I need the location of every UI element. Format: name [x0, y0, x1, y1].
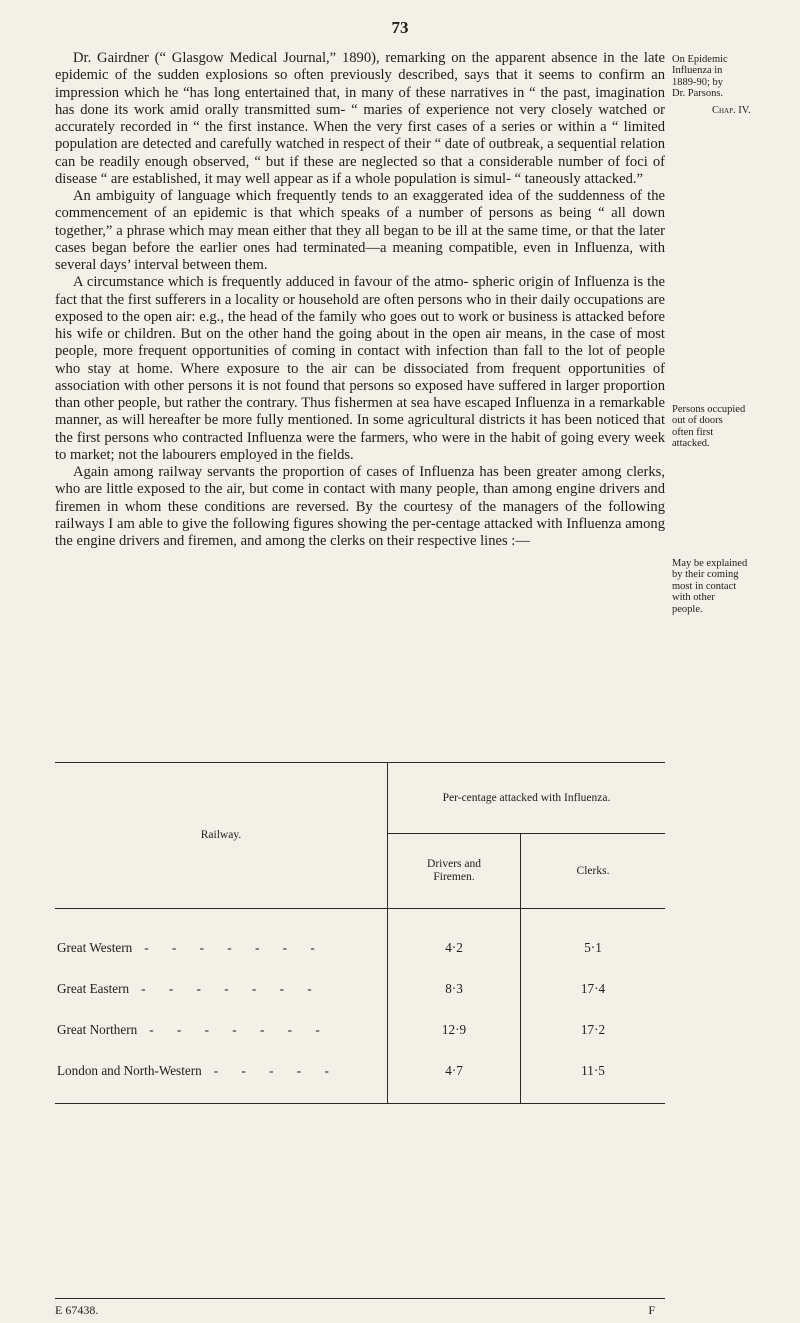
sheet-letter: F	[648, 1303, 655, 1317]
margin-note-line: attacked.	[672, 438, 710, 450]
margin-note-line: Persons occupied	[672, 404, 746, 415]
header-drivers	[388, 834, 521, 909]
body-text	[55, 50, 665, 550]
table-row	[55, 909, 665, 969]
margin-note-line: by their coming	[672, 569, 739, 581]
railway-name: Great Western	[57, 939, 133, 955]
clerks-cell: 17·4	[521, 968, 666, 1009]
margin-note-line: Dr. Parsons.	[672, 88, 724, 100]
clerks-cell: 11·5	[521, 1050, 666, 1104]
margin-note-line: Influenza in	[672, 65, 723, 77]
margin-note-source	[672, 54, 794, 100]
signature-mark: E 67438.	[55, 1303, 99, 1317]
leader-dots: - - - - - - -	[144, 939, 325, 955]
header-percentage-label: Per-centage attacked with Influenza.	[442, 791, 611, 804]
margin-note-line: most in contact	[672, 580, 737, 592]
margin-note-outdoors	[672, 404, 794, 450]
header-railway: Railway.	[200, 829, 242, 841]
table-row	[55, 1009, 665, 1050]
railway-cell	[55, 909, 388, 969]
paragraph-gairdner: Dr. Gairdner (“ Glasgow Medical Journal,” 1890), remarking on the apparent absence in the late epidemic of the sudden explosions so often previously described, says that it seems to confirm an impression which he “has long entertained that, in many of these narratives in “ the past, imagination has done its work amid orally transmitted sum- “ maries of experience not very closely watched or accurately recorded in “ the first instance. When the very first cases of a series or within a “ limited population are detected and carefully watched in respect of their “ date of outbreak, a sequential relation can be readily enough observed, “ but if these are neglected so that a considerable number of foci of disease “ are established, it may well appear as if a whole population is simul- “ taneously attacked.”	[55, 50, 665, 187]
railway-name: Great Northern	[57, 1021, 138, 1037]
leader-dots: - - - - - - -	[141, 980, 322, 996]
table-row	[55, 968, 665, 1009]
leader-dots: - - - - -	[213, 1062, 339, 1078]
margin-note-line: May be explained	[672, 558, 748, 569]
railway-name: Great Eastern	[57, 980, 130, 996]
header-drivers-label: Drivers and Firemen.	[427, 858, 481, 883]
margin-note-line: people.	[672, 603, 703, 615]
railway-cell	[55, 968, 388, 1009]
railway-cell	[55, 1009, 388, 1050]
table-row	[55, 1050, 665, 1104]
margin-chapter	[712, 105, 800, 116]
header-clerks: Clerks.	[521, 834, 666, 909]
railway-name: London and North-Western	[57, 1062, 202, 1078]
paragraph-open-air: A circumstance which is frequently adduced in favour of the atmo- spheric origin of Influenza is the fact that the first sufferers in a locality or household are often persons who in their daily occupations are exposed to the open air: e.g., the head of the family who goes out to work or business is attacked before his wife or children. But on the other hand the going about in the open air means, in the case of most people, more frequent opportunities of coming in contact with infection than fall to the lot of people who stay at home. Where exposure to the air can be dissociated from frequent opportunities of association with other persons it is not found that persons so exposed have suffered in larger proportion than other people, but rather the contrary. Thus fishermen at sea have escaped Influenza in a remarkable manner, as will hereafter be more fully mentioned. In some agricultural districts it has been noticed that the first persons who contracted Influenza were the farmers, who were in the habit of going every week to market; not the labourers employed in the fields.	[55, 274, 665, 463]
clerks-cell: 17·2	[521, 1009, 666, 1050]
page-number: 73	[391, 18, 409, 37]
margin-note-contact	[672, 558, 794, 615]
clerks-cell: 5·1	[521, 909, 666, 969]
leader-dots: - - - - - - -	[149, 1021, 330, 1037]
paragraph-ambiguity: An ambiguity of language which frequently tends to an exaggerated idea of the suddenness of the commencement of an epidemic is that which speaks of a number of persons as being “ all down together,” a phrase which may mean either that they all began to be ill at the same time, or that the later cases began before the earlier ones had terminated—a meaning compatible, even in Influenza, with several days’ interval between them.	[55, 188, 665, 273]
paragraph-railway: Again among railway servants the proportion of cases of Influenza has been greater among clerks, who are little exposed to the air, but come in contact with many people, than among engine drivers and firemen in whom these conditions are reversed. By the courtesy of the managers of the following railways I am able to give the following figures showing the per-centage attacked with Influenza among the engine drivers and firemen, and among the clerks on their respective lines :—	[55, 464, 665, 549]
drivers-cell: 8·3	[388, 968, 521, 1009]
chapter-label: Chap. IV.	[712, 105, 751, 116]
drivers-cell: 12·9	[388, 1009, 521, 1050]
header-percentage	[388, 763, 666, 834]
influenza-table	[55, 762, 665, 1104]
page-footer	[55, 1298, 665, 1318]
margin-note-line: 1889-90; by	[672, 76, 724, 88]
margin-note-line: out of doors	[672, 415, 723, 427]
margin-note-line: On Epidemic	[672, 54, 728, 65]
drivers-cell: 4·7	[388, 1050, 521, 1104]
railway-cell	[55, 1050, 388, 1104]
drivers-cell: 4·2	[388, 909, 521, 969]
margin-note-line: with other	[672, 592, 715, 604]
margin-note-line: often first	[672, 426, 714, 438]
